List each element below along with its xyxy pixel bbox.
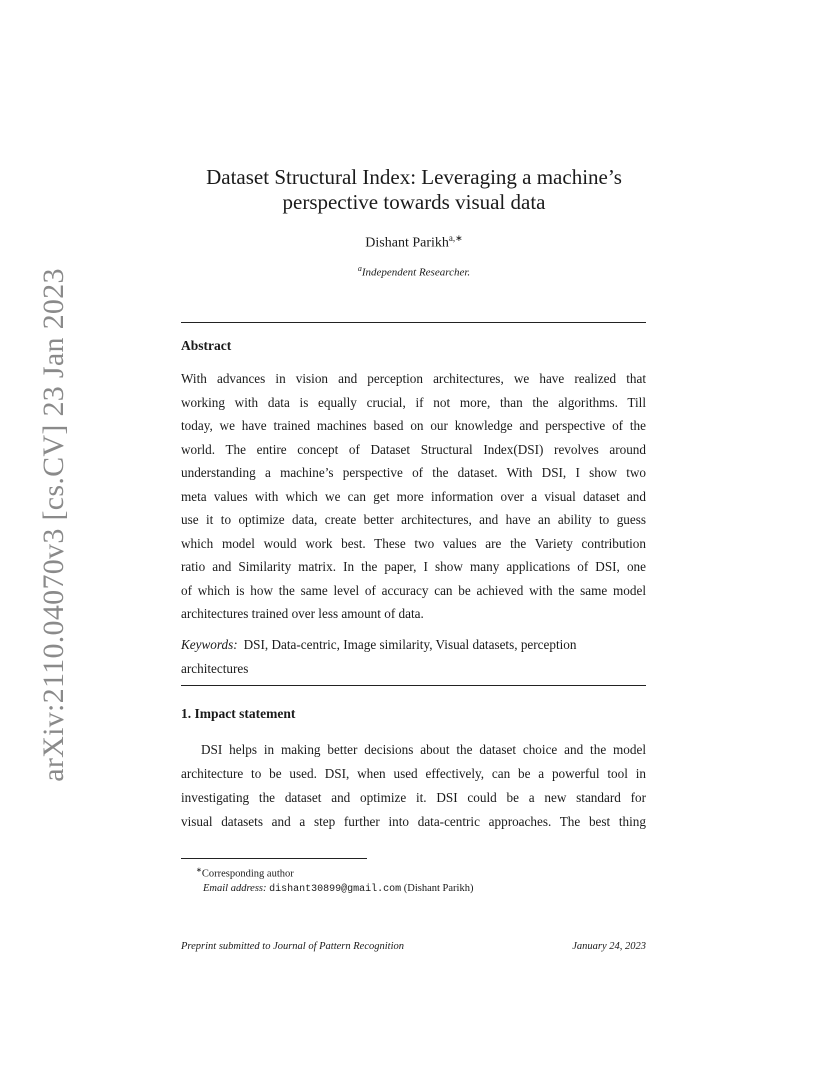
- keywords: [181, 633, 646, 681]
- footnote-rule: [181, 858, 367, 859]
- keywords-line-1: DSI, Data-centric, Image similarity, Visual datasets, perception: [243, 637, 577, 652]
- section-body: [181, 738, 646, 834]
- footnote: [196, 863, 473, 897]
- keywords-label: Keywords:: [181, 637, 238, 652]
- abstract-bottom-rule: [181, 685, 646, 686]
- abstract-line: ratio and Similarity matrix. In the paper, I show many applications of DSI, one: [181, 559, 646, 574]
- footnote-corresponding: Corresponding author: [201, 868, 294, 880]
- abstract-heading: Abstract: [181, 338, 232, 353]
- affiliation-text: Independent Researcher.: [361, 266, 471, 279]
- section-line: visual datasets and a step further into data-centric approaches. The best thing: [181, 814, 646, 829]
- abstract-line: which model would work best. These two values are the Variety contribution: [181, 535, 646, 551]
- arxiv-stamp-text: arXiv:2110.04070v3 [cs.CV] 23 Jan 2023: [37, 268, 70, 782]
- abstract-line: architectures trained over less amount of data.: [181, 606, 424, 621]
- footer-date: January 24, 2023: [572, 941, 646, 952]
- email-label: Email address:: [203, 882, 267, 894]
- paper-title: [150, 165, 678, 215]
- abstract-line: of which is how the same level of accuracy can be achieved with the same model: [181, 582, 646, 598]
- section-line: architecture to be used. DSI, when used effectively, can be a powerful tool in: [181, 766, 646, 781]
- email-name: (Dishant Parikh): [403, 882, 474, 894]
- abstract-line: use it to optimize data, create better architectures, and have an ability to guess: [181, 512, 646, 527]
- title-line-2: perspective towards visual data: [282, 190, 546, 214]
- abstract-line: working with data is equally crucial, if not more, than the algorithms. Till: [181, 394, 646, 410]
- abstract-body: [181, 367, 646, 626]
- abstract-line: understanding a machine’s perspective of the dataset. With DSI, I show two: [181, 465, 646, 480]
- abstract-line: With advances in vision and perception architectures, we have realized that: [181, 371, 646, 386]
- section-heading: 1. Impact statement: [181, 706, 296, 721]
- section-line: DSI helps in making better decisions about the dataset choice and the model: [201, 742, 646, 757]
- footer-journal: Preprint submitted to Journal of Pattern Recognition: [181, 941, 405, 952]
- author-marks: a,∗: [448, 233, 463, 243]
- keywords-line-2: architectures: [181, 661, 249, 676]
- affiliation: [150, 264, 678, 279]
- abstract-line: meta values with which we can get more information over a visual dataset and: [181, 488, 646, 504]
- affiliation-mark: a: [357, 264, 362, 273]
- abstract-line: world. The entire concept of Dataset Structural Index(DSI) revolves around: [181, 441, 646, 457]
- author: [150, 233, 678, 252]
- author-name: Dishant Parikh: [365, 235, 449, 251]
- title-line-1: Dataset Structural Index: Leveraging a machine’s: [206, 165, 622, 189]
- email-address: dishant30899@gmail.com: [269, 883, 402, 895]
- section-line: investigating the dataset and optimize it. DSI could be a new standard for: [181, 790, 646, 805]
- footnote-mark: ∗: [196, 866, 202, 874]
- abstract-line: today, we have trained machines based on our knowledge and perspective of the: [181, 418, 646, 433]
- abstract-top-rule: [181, 322, 646, 323]
